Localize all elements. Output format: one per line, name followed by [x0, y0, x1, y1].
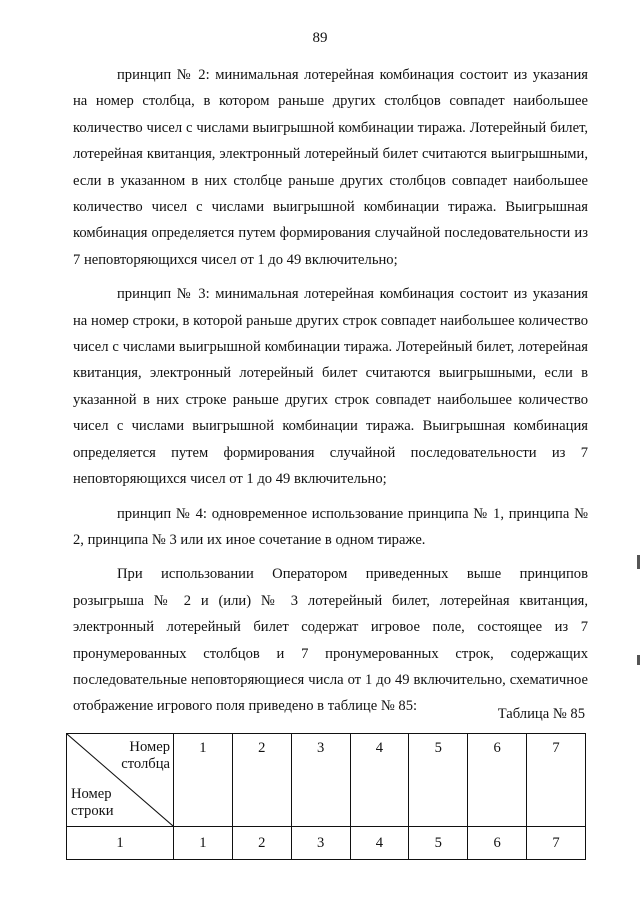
table-corner-cell [67, 734, 174, 827]
table-cell: 7 [527, 827, 586, 860]
game-field-table [66, 733, 586, 860]
column-header: 5 [409, 734, 468, 827]
row-header: 1 [67, 827, 174, 860]
paragraph-principle-4: принцип № 4: одновременное использование принципа № 1, принципа № 2, принципа № 3 или их иное сочетание в одном тираже. [73, 505, 588, 548]
table-cell: 5 [409, 827, 468, 860]
table-cell: 6 [468, 827, 527, 860]
table-caption: Таблица № 85 [497, 706, 585, 722]
table-cell: 3 [291, 827, 350, 860]
column-header: 1 [174, 734, 233, 827]
paragraph-principle-2: принцип № 2: минимальная лотерейная комбинация состоит из указания на номер столбца, в котором раньше других столбцов совпадет наибольшее количество чисел с числами выигрышной комбинации тиража. Лотерейный билет, лотерейная квитанция, электронный лотерейный билет считаются выигрышными, если в указанном в них столбце раньше других столбцов совпадет наибольшее количество чисел с числами выигрышной комбинации тиража. Выигрышная комбинация определяется путем формирования случайной последовательности из 7 неповторяющихся чисел от 1 до 49 включительно; [73, 67, 588, 268]
column-header: 6 [468, 734, 527, 827]
corner-row-label-line1: Номер [71, 786, 112, 802]
table-cell: 4 [350, 827, 409, 860]
page-number: 89 [312, 30, 328, 46]
column-header: 7 [527, 734, 586, 827]
table-header-row [67, 734, 586, 827]
corner-column-label [121, 739, 170, 773]
column-header: 2 [232, 734, 291, 827]
column-header: 3 [291, 734, 350, 827]
table-cell: 2 [232, 827, 291, 860]
paragraph-principle-3: принцип № 3: минимальная лотерейная комбинация состоит из указания на номер строки, в которой раньше других строк совпадет наибольшее количество чисел с числами выигрышной комбинации тиража. Лотерейный билет, лотерейная квитанция, электронный лотерейный билет считаются выигрышными, если в указанной в них строке раньше других строк совпадет наибольшее количество чисел с числами выигрышной комбинации тиража. Выигрышная комбинация определяется путем формирования случайной последовательности из 7 неповторяющихся чисел от 1 до 49 включительно; [73, 286, 588, 488]
corner-row-label [71, 786, 114, 820]
corner-row-label-line2: строки [71, 803, 114, 819]
document-body [73, 62, 588, 728]
corner-column-label-line1: Номер [129, 739, 170, 755]
paragraph-game-field: При использовании Оператором приведенных выше принципов розыгрыша № 2 и (или) № 3 лотерейный билет, лотерейная квитанция, электронный лотерейный билет содержат игровое поле, состоящее из 7 пронумерованных столбцов и 7 пронумерованных строк, содержащих последовательные неповторяющиеся числа от 1 до 49 включительно, схематичное отображение игрового поля приведено в таблице № 85: [73, 566, 588, 715]
table-cell: 1 [174, 827, 233, 860]
table-row [67, 827, 586, 860]
corner-column-label-line2: столбца [121, 756, 170, 772]
column-header: 4 [350, 734, 409, 827]
